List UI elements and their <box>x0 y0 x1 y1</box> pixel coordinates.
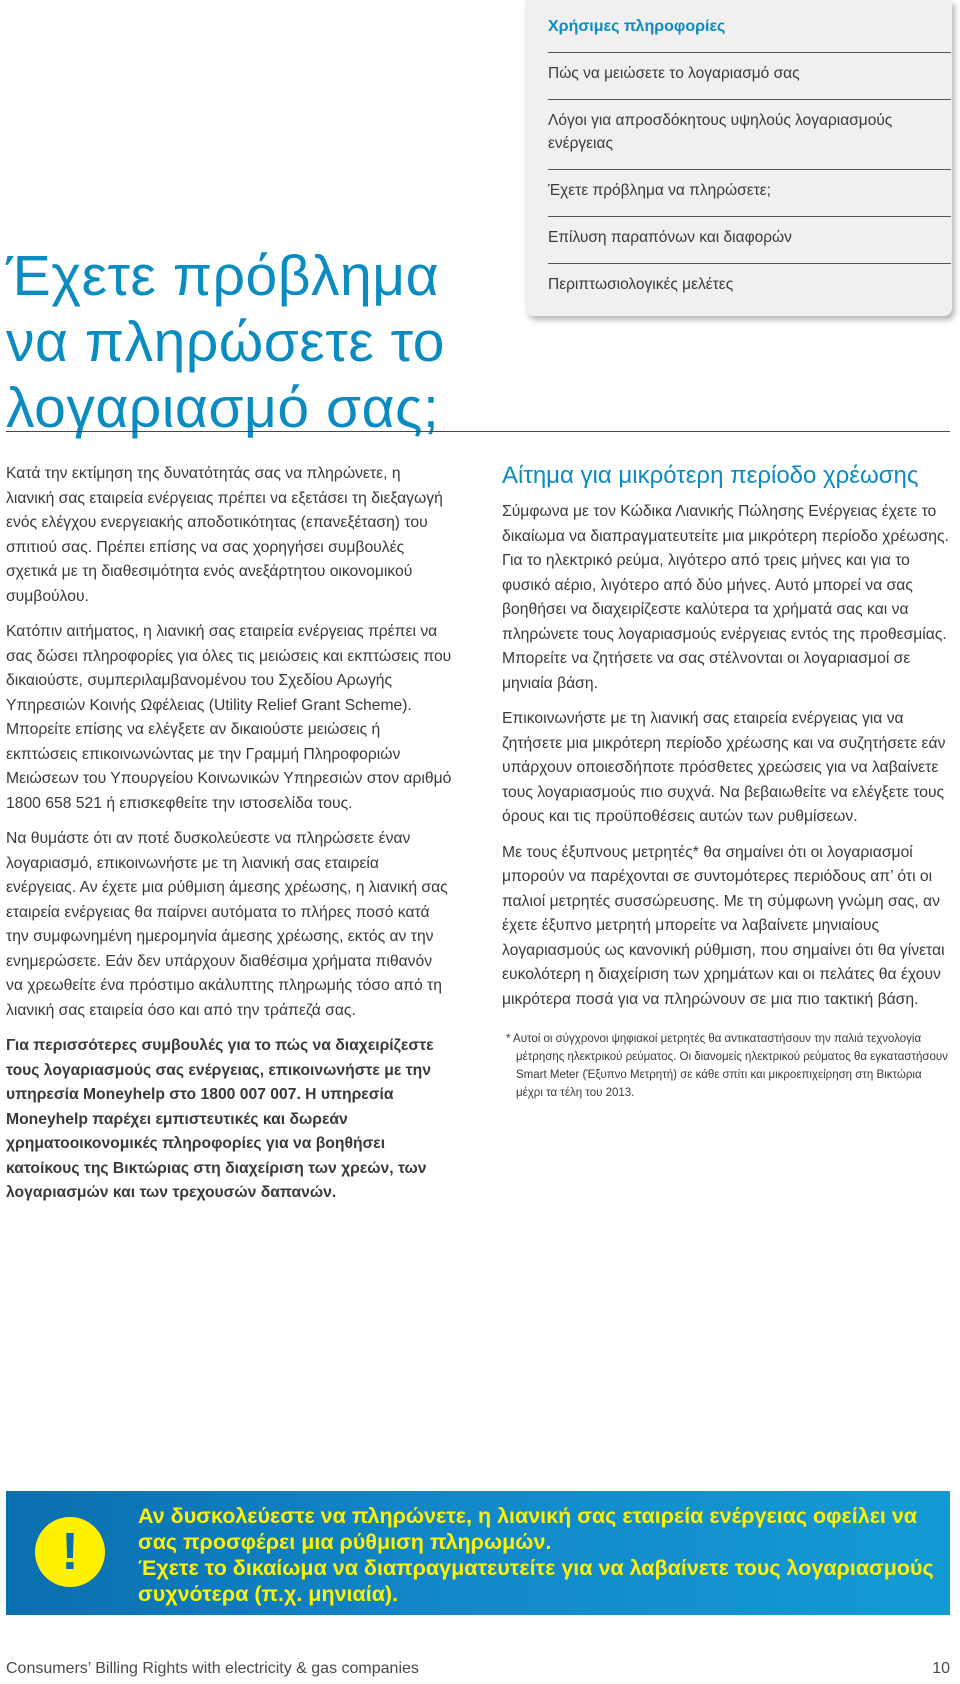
exclamation-symbol: ! <box>61 1523 79 1581</box>
exclamation-icon <box>35 1517 105 1587</box>
paragraph: Κατά την εκτίμηση της δυνατότητάς σας να πληρώνετε, η λιανική σας εταιρεία ενέργειας πρέπει να εξετάσει τη διεξαγωγή ενός ελέγχου ενεργειακής αποδοτικότητας (επανεξέταση) του σπιτιού σας. Πρέπει επίσης να σας χορηγήσει συμβουλές σχετικά με τη διαθεσιμότητα ενός ανεξάρτητου οικονομικού συμβούλου. <box>6 465 443 605</box>
right-column <box>502 462 949 1102</box>
info-link-case-studies[interactable]: Περιπτωσιολογικές μελέτες <box>548 263 951 310</box>
paragraph: Με τους έξυπνους μετρητές* θα σημαίνει ότι οι λογαριασμοί μπορούν να παρέχονται σε συντομότερες περιόδους απ’ ότι οι παλιοί μετρητές συσσώρευσης. Με τη σύμφωνη γνώμη σας, αν έχετε έξυπνο μετρητή μπορείτε να λαβαίνετε μηνιαίους λογαριασμούς ως κανονική ρύθμιση, που σημαίνει ότι θα γίνεται ευκολότερη η διαχείριση των χρημάτων και οι πελάτες θα έχουν μικρότερα ποσά για να πληρώνουν σε μια πιο τακτική βάση. <box>502 843 945 1008</box>
footnote: * Αυτοί οι σύγχρονοι ψηφιακοί μετρητές θα αντικαταστήσουν την παλιά τεχνολογία μέτρησης ηλεκτρικού ρεύματος. Οι διανομείς ηλεκτρικού ρεύματος θα εγκαταστήσουν Smart Meter (Έξυπνο Μετρητή) σε κάθε σπίτι και μικροεπιχείρηση στη Βικτώρια μέχρι τα τέλη του 2013. <box>506 1033 948 1099</box>
useful-info-box <box>525 0 952 316</box>
paragraph: Κατόπιν αιτήματος, η λιανική σας εταιρεία ενέργειας πρέπει να σας δώσει πληροφορίες για όλες τις μειώσεις και εκπτώσεις που δικαιούστε, συμπεριλαμβανομένου του Σχεδίου Αρωγής Υπηρεσιών Κοινής Ωφέλειας (Utility Relief Grant Scheme). Μπορείτε επίσης να ελέγξετε αν δικαιούστε μειώσεις ή εκπτώσεις επικοινωνώντας με την Γραμμή Πληροφοριών Μειώσεων του Υπουργείου Κοινωνικών Υπηρεσιών στον αριθμό 1800 658 521 ή επισκεφθείτε την ιστοσελίδα τους. <box>6 623 452 812</box>
section-divider <box>6 431 950 432</box>
info-box-heading: Χρήσιμες πληροφορίες <box>548 18 726 35</box>
alert-line-2: Έχετε το δικαίωμα να διαπραγματευτείτε για να λαβαίνετε τους λογαριασμούς συχνότερα (π.χ. μηνιαία). <box>138 1556 934 1606</box>
info-links-list <box>548 52 951 310</box>
page-title: Έχετε πρόβλημα να πληρώσετε το λογαριασμό σας; <box>6 244 446 441</box>
paragraph: Να θυμάστε ότι αν ποτέ δυσκολεύεστε να πληρώσετε έναν λογαριασμό, επικοινωνήστε με τη λιανική σας εταιρεία ενέργειας. Αν έχετε μια ρύθμιση άμεσης χρέωσης, η λιανική σας εταιρεία ενέργειας θα παίρνει αυτόματα το πλήρες ποσό κατά την συμφωνημένη ημερομηνία άμεσης χρέωσης, εκτός αν την ενημερώσετε. Εάν δεν υπάρχουν διαθέσιμα χρήματα πιθανόν να χρεωθείτε ένα πρόστιμο ακάλυπτης πληρωμής τόσο από τη λιανική σας εταιρεία όσο και από την τράπεζά σας. <box>6 830 448 1019</box>
left-column <box>6 462 453 1217</box>
paragraph: Σύμφωνα με τον Κώδικα Λιανικής Πώλησης Ενέργειας έχετε το δικαίωμα να διαπραγματευτείτε μια μικρότερη περίοδο χρέωσης. Για το ηλεκτρικό ρεύμα, λιγότερο από τρεις μήνες και για το φυσικό αέριο, λιγότερο από δύο μήνες. Αυτό μπορεί να σας βοηθήσει να διαχειρίζεστε καλύτερα τα χρήματά σας και να πληρώνετε τους λογαριασμούς ενέργειας εντός της προθεσμίας. Μπορείτε να ζητήσετε να σας στέλνονται οι λογαριασμοί σε μηνιαία βάση. <box>502 503 949 692</box>
moneyhelp-paragraph: Για περισσότερες συμβουλές για το πώς να διαχειρίζεστε τους λογαριασμούς σας ενέργειας, επικοινωνήστε με την υπηρεσία Moneyhelp στο 1800 007 007. Η υπηρεσία Moneyhelp παρέχει εμπιστευτικές και δωρεάν χρηματοοικονομικές πληροφορίες για να βοηθήσει κατοίκους της Βικτώριας στη διαχείριση των χρεών, των λογαριασμών και των τρεχουσών δαπανών. <box>6 1037 434 1201</box>
info-link-complaints[interactable]: Επίλυση παραπόνων και διαφορών <box>548 216 951 263</box>
paragraph: Επικοινωνήστε με τη λιανική σας εταιρεία ενέργειας για να ζητήσετε μια μικρότερη περίοδο χρέωσης και να συζητήσετε εάν υπάρχουν οποιεσδήποτε πρόσθετες χρεώσεις για να λαβαίνετε τους λογαριασμούς πιο συχνά. Να βεβαιωθείτε να ελέγξετε τους όρους και τις προϋποθέσεις αυτών των ρυθμίσεων. <box>502 710 946 825</box>
info-link-trouble-paying[interactable]: Έχετε πρόβλημα να πληρώσετε; <box>548 169 951 216</box>
alert-line-1: Αν δυσκολεύεστε να πληρώνετε, η λιανική σας εταιρεία ενέργειας οφείλει να σας προσφέρει μια ρύθμιση πληρωμών. <box>138 1504 918 1554</box>
page-number: 10 <box>932 1660 950 1677</box>
footer-text: Consumers’ Billing Rights with electricity & gas companies <box>6 1660 419 1677</box>
section-heading: Αίτημα για μικρότερη περίοδο χρέωσης <box>502 462 919 489</box>
info-link-reduce-bill[interactable]: Πώς να μειώσετε το λογαριασμό σας <box>548 52 951 99</box>
info-link-high-bills[interactable]: Λόγοι για απροσδόκητους υψηλούς λογαριασμούς ενέργειας <box>548 99 951 169</box>
alert-text <box>138 1503 938 1607</box>
alert-banner <box>6 1491 950 1615</box>
